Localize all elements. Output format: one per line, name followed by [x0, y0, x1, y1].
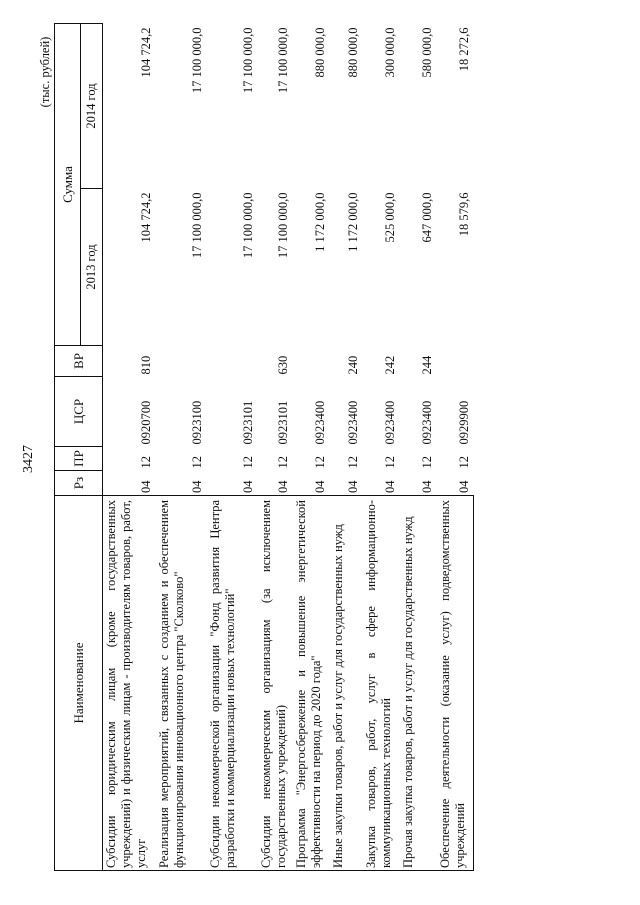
row-pr: 12	[345, 456, 360, 469]
row-pr: 12	[138, 456, 153, 469]
header-csr: ЦСР	[55, 377, 103, 447]
row-rz: 04	[345, 480, 360, 493]
row-csr: 0923400	[382, 400, 397, 445]
header-row	[55, 24, 81, 871]
header-2014: 2014 год	[81, 24, 103, 189]
row-csr: 0929900	[456, 400, 471, 445]
row-name: Прочая закупка товаров, работ и услуг для государственных нужд	[400, 496, 437, 871]
header-pr: ПР	[55, 447, 103, 471]
row-name: Реализация мероприятий, связанных с созданием и обеспечением функционирования инновационного центра "Сколково"	[156, 496, 207, 871]
units-label: (тыс. рублей)	[38, 36, 52, 108]
row-sum-2014: 17 100 000,0	[240, 27, 255, 94]
row-csr: 0923101	[240, 400, 255, 445]
row-sum-2014: 104 724,2	[138, 27, 153, 78]
row-pr: 12	[275, 456, 290, 469]
row-pr: 12	[419, 456, 434, 469]
row-pr: 12	[382, 456, 397, 469]
row-vr	[293, 346, 330, 377]
row-sum-2013: 1 172 000,0	[312, 192, 327, 252]
row-name: Субсидии некоммерческой организации "Фонд развития Центра разработки и коммерциализации новых технологий"	[207, 496, 258, 871]
row-sum-2014: 17 100 000,0	[275, 27, 290, 94]
table-row	[258, 24, 293, 871]
page-number: 3427	[21, 445, 36, 473]
row-name: Программа "Энергосбережение и повышение энергетической эффективности на период до 2020 года"	[293, 496, 330, 871]
row-rz: 04	[189, 480, 204, 493]
row-csr: 0923400	[312, 400, 327, 445]
table-row	[437, 24, 474, 871]
row-sum-2013: 17 100 000,0	[240, 192, 255, 259]
row-vr: 630	[275, 355, 290, 375]
row-rz: 04	[240, 480, 255, 493]
row-sum-2013: 647 000,0	[419, 192, 434, 243]
row-sum-2013: 104 724,2	[138, 192, 153, 243]
row-pr: 12	[312, 456, 327, 469]
header-vr: ВР	[55, 346, 103, 377]
row-rz: 04	[456, 480, 471, 493]
row-name: Обеспечение деятельности (оказание услуг) подведомственных учреждений	[437, 496, 474, 871]
row-sum-2014: 300 000,0	[382, 27, 397, 78]
table-row	[103, 24, 156, 871]
row-sum-2014: 17 100 000,0	[189, 27, 204, 94]
row-pr: 12	[240, 456, 255, 469]
row-sum-2014: 880 000,0	[345, 27, 360, 78]
row-vr: 242	[382, 355, 397, 375]
row-sum-2014: 580 000,0	[419, 27, 434, 78]
row-sum-2013: 525 000,0	[382, 192, 397, 243]
row-vr: 240	[345, 355, 360, 375]
header-2013: 2013 год	[81, 189, 103, 346]
row-csr: 0923100	[189, 400, 204, 445]
row-name: Иные закупки товаров, работ и услуг для государственных нужд	[330, 496, 363, 871]
row-vr	[437, 346, 474, 377]
row-pr: 12	[189, 456, 204, 469]
row-sum-2013: 18 579,6	[456, 192, 471, 237]
table-row	[207, 24, 258, 871]
row-csr: 0923400	[345, 400, 360, 445]
row-sum-2014: 18 272,6	[456, 27, 471, 72]
table-row	[156, 24, 207, 871]
row-csr: 0923400	[419, 400, 434, 445]
header-sum: Сумма	[55, 24, 81, 346]
row-rz: 04	[419, 480, 434, 493]
row-name: Субсидии юридическим лицам (кроме государственных учреждений) и физическим лицам - производителям товаров, работ, услуг	[103, 496, 156, 871]
row-pr: 12	[456, 456, 471, 469]
row-vr: 244	[419, 355, 434, 375]
row-sum-2013: 17 100 000,0	[275, 192, 290, 259]
table-row	[400, 24, 437, 871]
row-sum-2013: 1 172 000,0	[345, 192, 360, 252]
row-vr	[207, 346, 258, 377]
row-rz: 04	[312, 480, 327, 493]
row-rz: 04	[138, 480, 153, 493]
table-row	[330, 24, 363, 871]
budget-table	[54, 23, 474, 871]
table-row	[363, 24, 400, 871]
row-name: Субсидии некоммерческим организациям (за исключением государственных учреждений)	[258, 496, 293, 871]
row-sum-2014: 880 000,0	[312, 27, 327, 78]
row-rz: 04	[382, 480, 397, 493]
row-name: Закупка товаров, работ, услуг в сфере информационно-коммуникационных технологий	[363, 496, 400, 871]
row-sum-2013: 17 100 000,0	[189, 192, 204, 259]
header-rz: Рз	[55, 471, 103, 496]
row-vr: 810	[138, 355, 153, 375]
header-name: Наименование	[55, 496, 103, 871]
table-body	[103, 24, 474, 871]
row-csr: 0923101	[275, 400, 290, 445]
row-csr: 0920700	[138, 400, 153, 445]
row-vr	[156, 346, 207, 377]
row-rz: 04	[275, 480, 290, 493]
table-row	[293, 24, 330, 871]
